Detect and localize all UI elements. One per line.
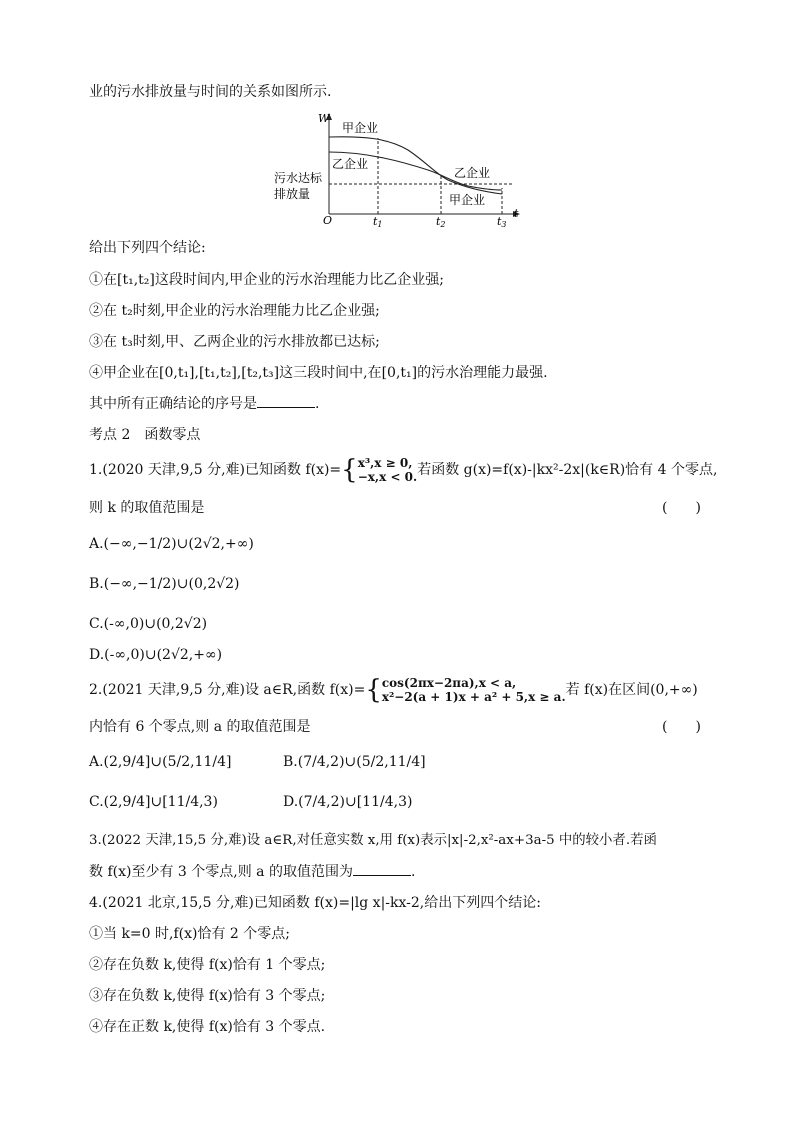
q4-conclusion-4: ④存在正数 k,使得 f(x)恰有 3 个零点.	[89, 1019, 326, 1035]
origin-label: O	[323, 214, 333, 227]
q1-answer-paren[interactable]: ( )	[662, 500, 701, 516]
q3-text: 数 f(x)至少有 3 个零点,则 a 的取值范围为	[89, 864, 353, 880]
conclusion-4: ④甲企业在[0,t₁],[t₁,t₂],[t₂,t₃]这三段时间中,在[0,t₁]的污水治理能力最强.	[89, 365, 548, 381]
q1-case2: −x,x < 0.	[357, 470, 418, 484]
q4-line1: 4.(2021 北京,15,5 分,难)已知函数 f(x)=|lg x|-kx-2,给出下列四个结论:	[89, 895, 541, 911]
q2-pre: 2.(2021 天津,9,5 分,难)设 a∈R,函数 f(x)=	[89, 682, 366, 698]
q2-answer-paren[interactable]: ( )	[662, 719, 701, 735]
q2-case2: x²−2(a + 1)x + a² + 5,x ≥ a.	[381, 690, 566, 704]
section-title: 考点 2 函数零点	[89, 427, 201, 443]
q1-option-c[interactable]: C.(-∞,0)∪(0,2√2)	[89, 616, 208, 632]
q2-stem	[89, 676, 698, 704]
q1-brace: {	[341, 455, 358, 485]
label-jia-top: 甲企业	[342, 121, 379, 135]
q2-post: 若 f(x)在区间(0,+∞)	[565, 682, 698, 698]
label-jia-bottom: 甲企业	[449, 193, 486, 207]
q1-cases	[358, 456, 417, 484]
y-axis-label: W	[318, 112, 330, 125]
ask-line	[89, 394, 319, 414]
q2-option-c[interactable]: C.(2,9/4]∪[11/4,3)	[89, 794, 218, 810]
q1-case1: x³,x ≥ 0,	[357, 456, 413, 470]
t1-label: t1	[373, 215, 383, 228]
q1-line2: 则 k 的取值范围是	[89, 500, 205, 516]
q2-option-d[interactable]: D.(7/4,2)∪[11/4,3)	[283, 794, 413, 810]
q2-option-a[interactable]: A.(2,9/4]∪(5/2,11/4]	[89, 754, 232, 770]
q1-stem	[89, 456, 717, 484]
q2-option-b[interactable]: B.(7/4,2)∪(5/2,11/4]	[283, 754, 426, 770]
q1-option-d[interactable]: D.(-∞,0)∪(2√2,+∞)	[89, 647, 223, 663]
conclusion-1: ①在[t₁,t₂]这段时间内,甲企业的污水治理能力比乙企业强;	[89, 272, 445, 288]
standard-label-1: 污水达标	[274, 171, 323, 185]
q3-end: .	[410, 864, 416, 880]
q3-line2	[89, 862, 415, 882]
label-yi-right: 乙企业	[454, 166, 491, 180]
ask-text: 其中所有正确结论的序号是	[89, 396, 257, 412]
q3-line1: 3.(2022 天津,15,5 分,难)设 a∈R,对任意实数 x,用 f(x)表示|x|-2,x²-ax+3a-5 中的较小者.若函	[89, 833, 657, 848]
q2-case1: cos(2πx−2πa),x < a,	[381, 676, 517, 690]
q1-post: 若函数 g(x)=f(x)-|kx²-2x|(k∈R)恰有 4 个零点,	[417, 462, 718, 478]
ask-end: .	[315, 396, 320, 412]
x-axis-label: t	[514, 207, 519, 220]
q4-conclusion-1: ①当 k=0 时,f(x)恰有 2 个零点;	[89, 926, 290, 942]
q1-option-a[interactable]: A.(−∞,−1/2)∪(2√2,+∞)	[89, 536, 254, 552]
t3-label: t3	[497, 215, 507, 228]
pollution-figure	[268, 110, 528, 228]
q1-option-b[interactable]: B.(−∞,−1/2)∪(0,2√2)	[89, 576, 240, 592]
q4-conclusion-2: ②存在负数 k,使得 f(x)恰有 1 个零点;	[89, 957, 326, 973]
q2-line2: 内恰有 6 个零点,则 a 的取值范围是	[89, 719, 311, 735]
answer-blank[interactable]	[257, 395, 315, 408]
conclusion-2: ②在 t₂时刻,甲企业的污水治理能力比乙企业强;	[89, 303, 380, 319]
intro-line: 业的污水排放量与时间的关系如图所示.	[89, 84, 332, 100]
t2-label: t2	[436, 215, 446, 228]
label-yi-left: 乙企业	[332, 157, 369, 171]
conclusions-intro: 给出下列四个结论:	[89, 240, 206, 256]
q2-brace: {	[365, 675, 382, 705]
q2-cases	[382, 676, 566, 704]
conclusion-3: ③在 t₃时刻,甲、乙两企业的污水排放都已达标;	[89, 334, 380, 350]
q3-answer-blank[interactable]	[353, 863, 411, 876]
standard-label-2: 排放量	[274, 187, 311, 201]
q1-pre: 1.(2020 天津,9,5 分,难)已知函数 f(x)=	[89, 462, 342, 478]
q4-conclusion-3: ③存在负数 k,使得 f(x)恰有 3 个零点;	[89, 988, 326, 1004]
